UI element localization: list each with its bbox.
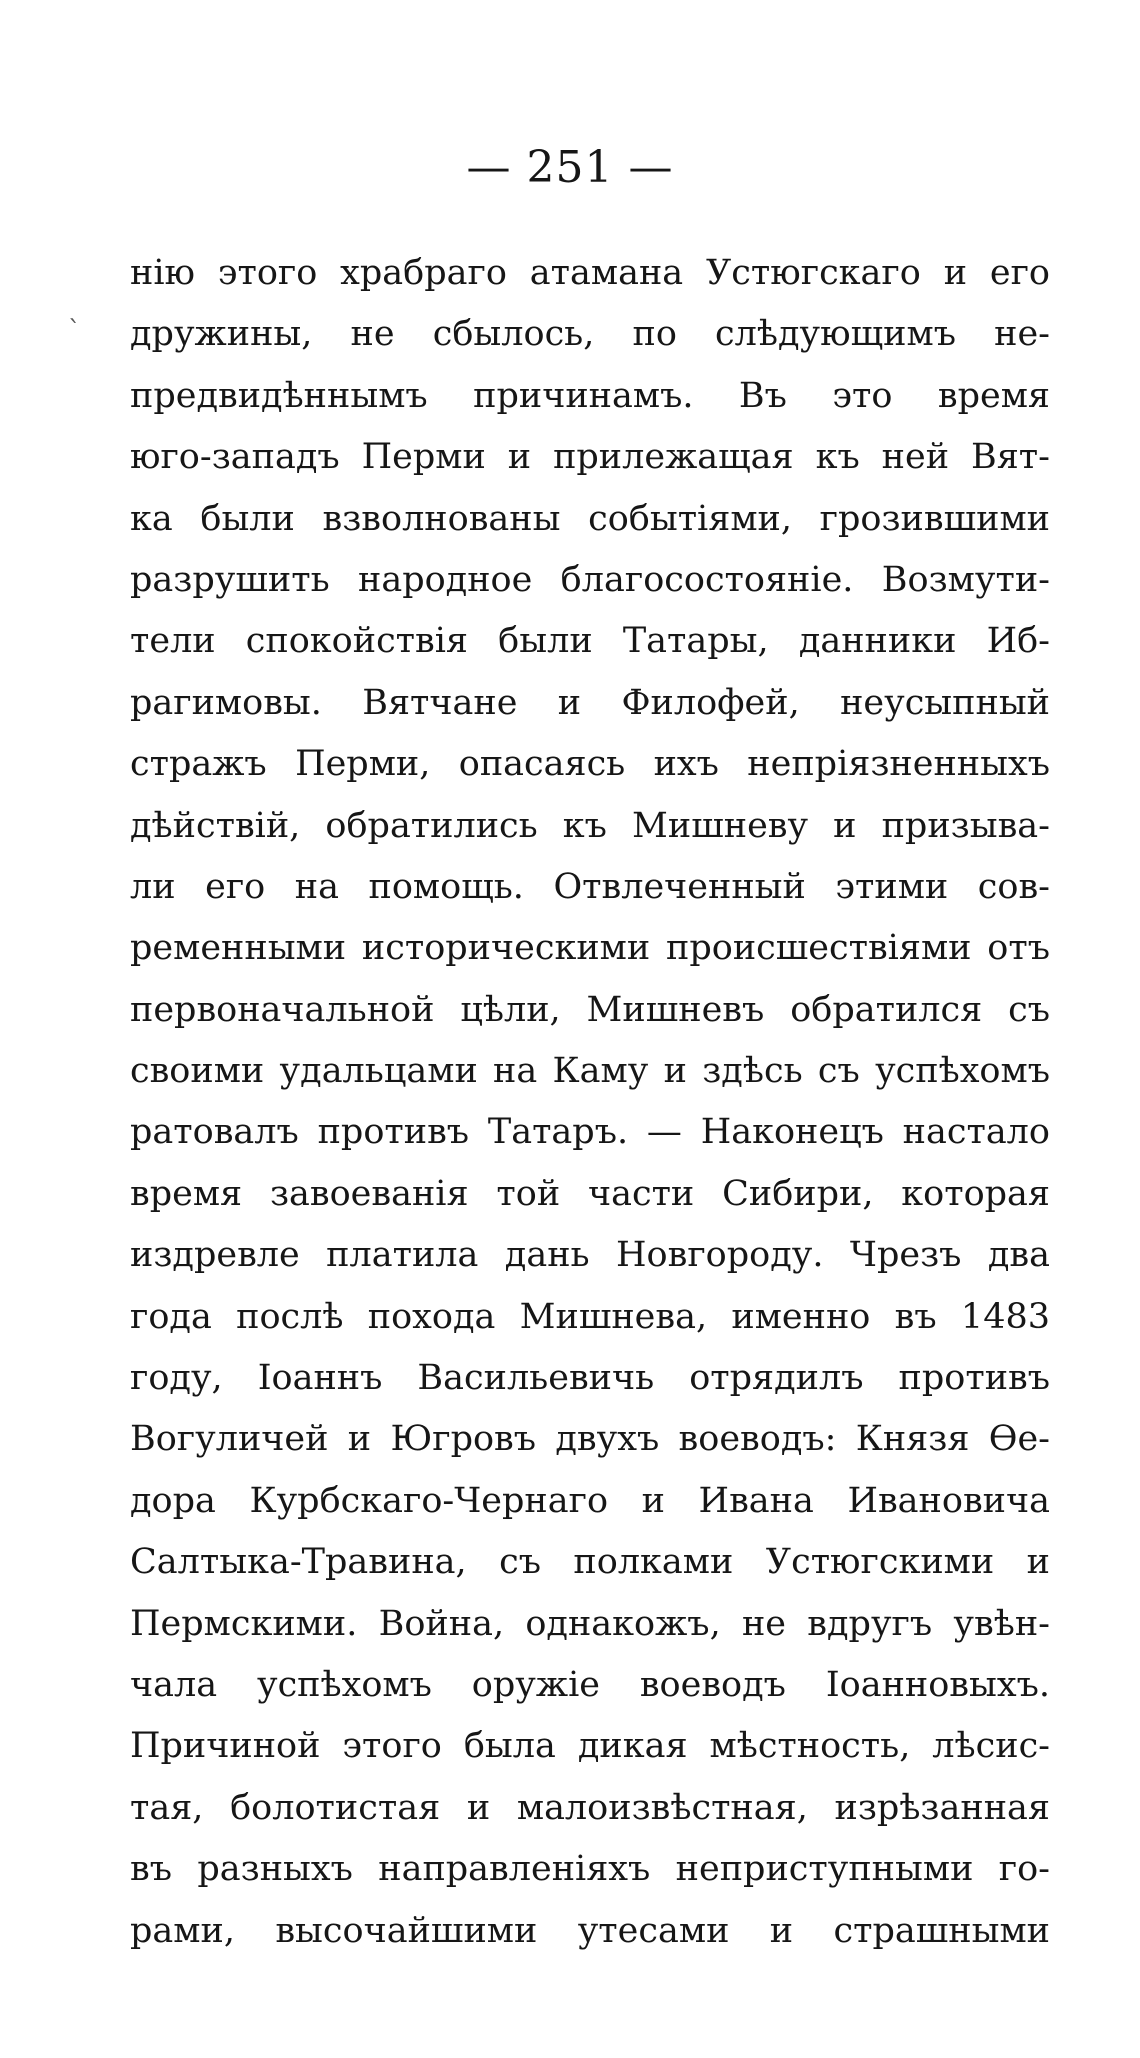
page-number: — 251 — [466,142,674,193]
text-line: тая, болотистая и малоизвѣстная, изрѣзанная [130,1787,1050,1828]
text-line: ременными историческими происшествіями отъ [130,928,1050,969]
text-line: рагимовы. Вятчане и Филофей, неусыпный [130,682,1050,723]
text-line: въ разныхъ направленіяхъ неприступными го- [130,1849,1050,1890]
text-line: чала успѣхомъ оружіе воеводъ Іоанновыхъ. [130,1664,1050,1705]
text-line: ка были взволнованы событіями, грозившими [130,498,1050,539]
text-line: рами, высочайшими утесами и страшными [130,1910,1050,1951]
text-line: Вогуличей и Югровъ двухъ воеводъ: Князя Ѳе- [130,1419,1050,1460]
text-line: разрушить народное благосостояніе. Возмути- [130,559,1050,600]
text-line: Салтыка-Травина, съ полками Устюгскими и [130,1542,1050,1583]
text-line: первоначальной цѣли, Мишневъ обратился съ [130,989,1050,1030]
text-line: время завоеванія той части Сибири, которая [130,1173,1050,1214]
body-text [130,243,1050,1962]
text-line: юго-западъ Перми и прилежащая къ ней Вят- [130,437,1050,478]
text-line: Пермскими. Война, однакожъ, не вдругъ увѣн- [130,1603,1050,1644]
text-line: дружины, не сбылось, по слѣдующимъ не- [130,314,1050,355]
text-line: ратовалъ противъ Татаръ. — Наконецъ настало [130,1112,1050,1153]
text-line: своими удальцами на Каму и здѣсь съ успѣхомъ [130,1051,1050,1092]
text-line: нію этого храбраго атамана Устюгскаго и его [130,253,1050,293]
text-line: тели спокойствія были Татары, данники Иб- [130,621,1050,662]
margin-mark: ˋ [68,316,81,346]
text-line: года послѣ похода Мишнева, именно въ 1483 [130,1296,1050,1337]
text-line: издревле платила дань Новгороду. Чрезъ два [130,1235,1050,1276]
text-line: году, Іоаннъ Васильевичь отрядилъ противъ [130,1358,1050,1399]
text-line: стражъ Перми, опасаясь ихъ непріязненныхъ [130,744,1050,785]
text-line: Причиной этого была дикая мѣстность, лѣсис- [130,1726,1050,1767]
text-line: дѣйствій, обратились къ Мишневу и призыва- [130,805,1050,846]
text-line: ли его на помощь. Отвлеченный этими сов- [130,866,1050,907]
text-line: дора Курбскаго-Чернаго и Ивана Ивановича [130,1480,1050,1521]
text-line: предвидѣннымъ причинамъ. Въ это время [130,375,1050,416]
